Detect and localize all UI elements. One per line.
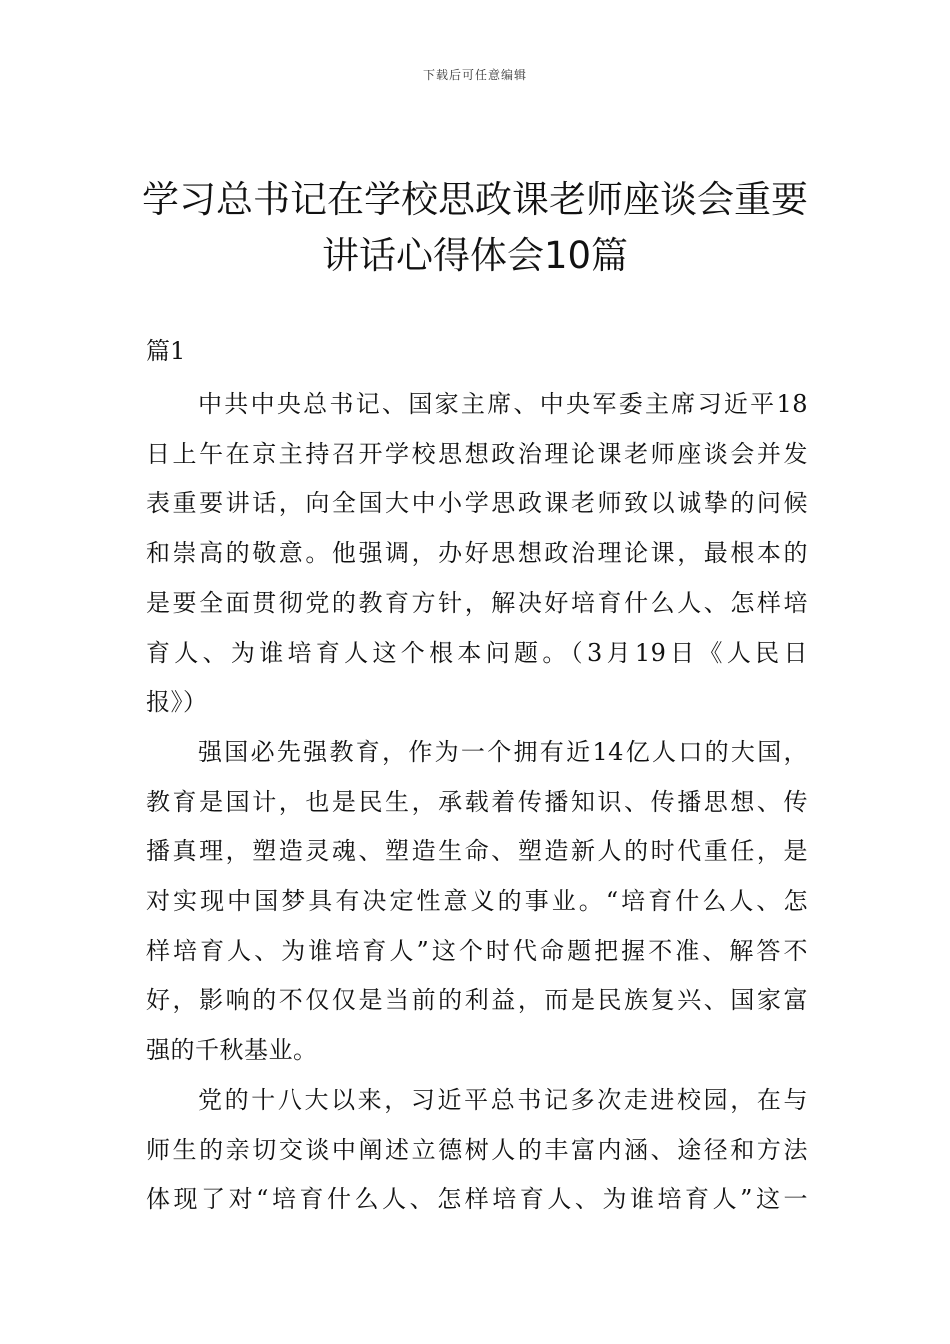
paragraph-1-line-6: 育人、为谁培育人这个根本问题。（3月19日《人民日 <box>146 638 808 667</box>
paragraph-2-line-1: 强国必先强教育，作为一个拥有近14亿人口的大国， <box>198 737 808 766</box>
paragraph-2-line-6: 好，影响的不仅仅是当前的利益，而是民族复兴、国家富 <box>146 986 808 1015</box>
header-note: 下载后可任意编辑 <box>422 68 527 82</box>
paragraph-2-line-5: 样培育人、为谁培育人”这个时代命题把握不准、解答不 <box>146 936 808 965</box>
paragraph-2-line-4: 对实现中国梦具有决定性意义的事业。“培育什么人、怎 <box>146 887 808 916</box>
paragraph-3-line-2: 师生的亲切交谈中阐述立德树人的丰富内涵、途径和方法 <box>146 1135 808 1164</box>
paragraph-2-line-2: 教育是国计，也是民生，承载着传播知识、传播思想、传 <box>146 787 808 816</box>
paragraph-3-line-3: 体现了对“培育什么人、怎样培育人、为谁培育人”这一 <box>146 1185 808 1214</box>
body-text <box>146 380 808 1225</box>
section-label: 篇1 <box>146 337 186 365</box>
title-line-2: 讲话心得体会10篇 <box>321 234 629 277</box>
paragraph-1-line-7: 报》） <box>146 688 208 717</box>
paragraph-2-line-7: 强的千秋基业。 <box>146 1036 318 1065</box>
paragraph-1-line-5: 是要全面贯彻党的教育方针，解决好培育什么人、怎样培 <box>146 588 808 617</box>
paragraph-1-line-3: 表重要讲话，向全国大中小学思政课老师致以诚挚的问候 <box>146 489 808 518</box>
paragraph-1-line-1: 中共中央总书记、国家主席、中央军委主席习近平18 <box>198 390 808 418</box>
paragraph-1-line-4: 和崇高的敬意。他强调，办好思想政治理论课，最根本的 <box>146 539 808 568</box>
paragraph-3-line-1: 党的十八大以来，习近平总书记多次走进校园，在与 <box>198 1085 808 1114</box>
document-title <box>120 172 830 284</box>
paragraph-1-line-2: 日上午在京主持召开学校思想政治理论课老师座谈会并发 <box>146 439 808 468</box>
title-line-1: 学习总书记在学校思政课老师座谈会重要 <box>142 178 808 221</box>
paragraph-2-line-3: 播真理，塑造灵魂、塑造生命、塑造新人的时代重任，是 <box>146 837 808 866</box>
